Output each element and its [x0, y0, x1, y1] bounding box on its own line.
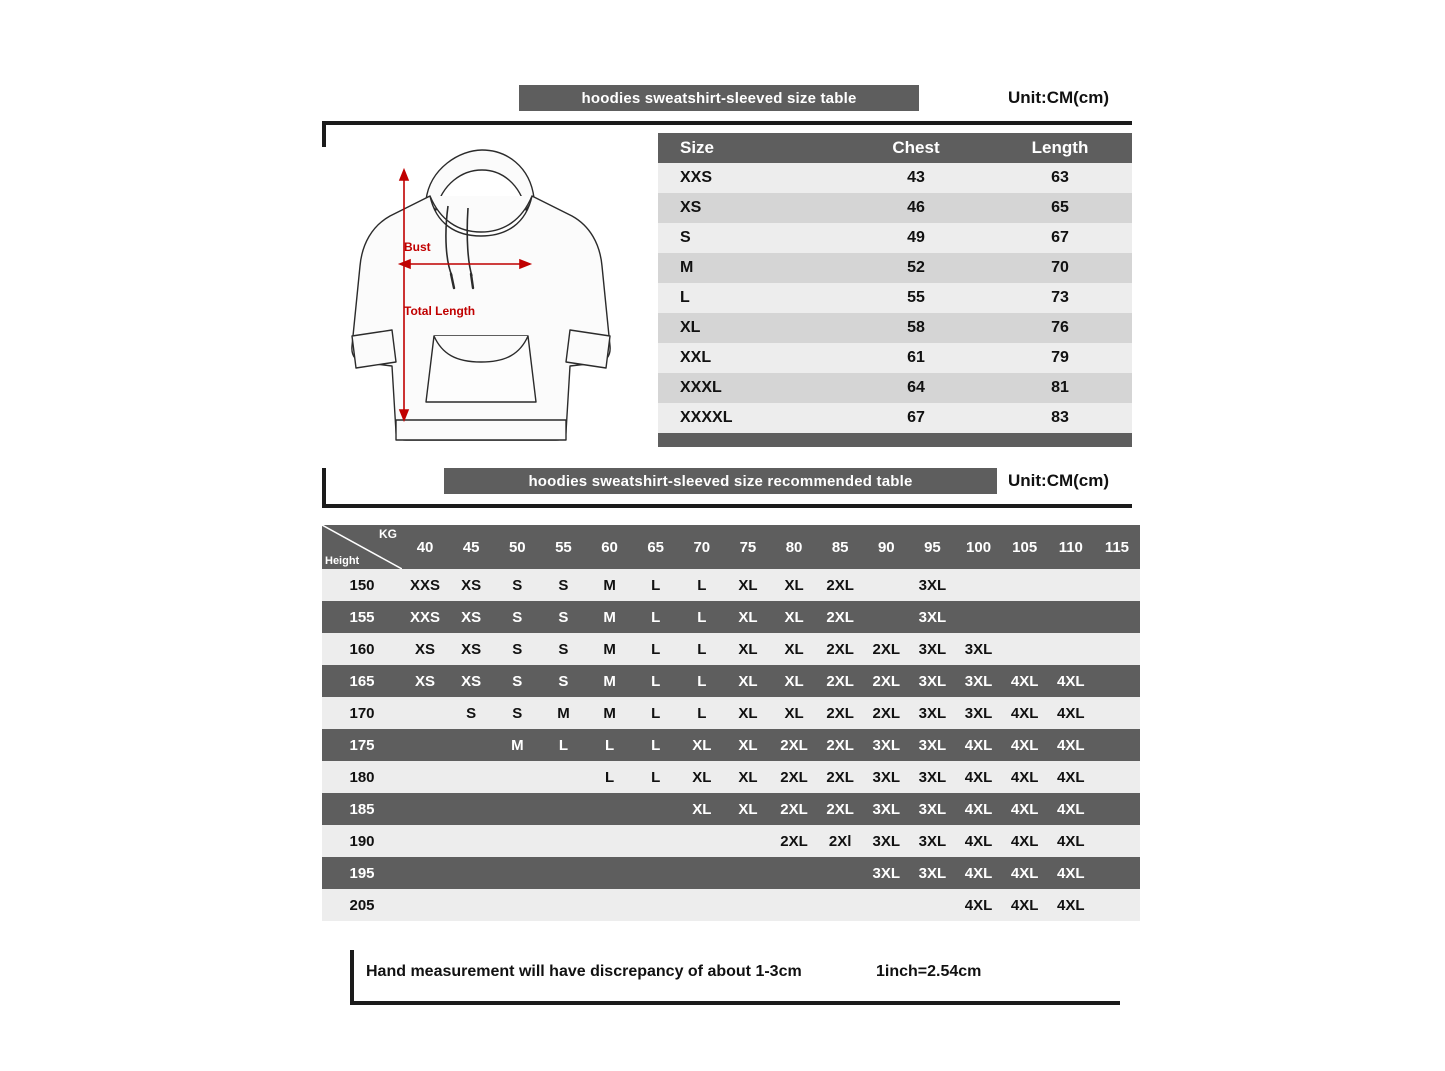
rec-cell: 2Xl	[828, 832, 852, 850]
footer-note: Hand measurement will have discrepancy of about 1-3cm	[366, 963, 802, 980]
rec-cell: XS	[461, 576, 482, 594]
rec-cell	[1094, 825, 1140, 857]
rec-cell: 4XL	[1010, 704, 1039, 722]
table-row	[658, 283, 1132, 313]
cell-length: 70	[1051, 259, 1069, 276]
total-length-label: Total Length	[404, 304, 476, 318]
table-row	[658, 163, 1132, 193]
rec-cell: XL	[738, 576, 758, 594]
cell-chest: 46	[907, 199, 925, 216]
rec-header-weight: 115	[1094, 525, 1140, 569]
rec-cell	[633, 889, 679, 921]
rec-cell: 3XL	[918, 576, 947, 594]
rec-cell	[587, 889, 633, 921]
rec-cell: 2XL	[872, 704, 901, 722]
rec-cell: 3XL	[872, 800, 901, 818]
rec-cell: XL	[692, 768, 712, 786]
rec-cell	[402, 697, 448, 729]
rec-cell	[494, 825, 540, 857]
rec-cell	[956, 569, 1002, 601]
cell-size: L	[680, 289, 690, 306]
table-row	[322, 665, 1140, 697]
table-row	[322, 569, 1140, 601]
cell-length: 81	[1051, 379, 1069, 396]
rec-cell: XL	[784, 640, 804, 658]
rec-cell: XL	[784, 576, 804, 594]
rec-cell: XL	[738, 640, 758, 658]
rec-cell: XS	[415, 672, 436, 690]
rec-cell	[448, 889, 494, 921]
rec-cell: L	[697, 672, 707, 690]
bust-label: Bust	[404, 240, 431, 254]
rec-cell	[1094, 857, 1140, 889]
rec-cell: XL	[738, 800, 758, 818]
rec-cell	[1002, 569, 1048, 601]
rec-cell	[494, 889, 540, 921]
table-row	[322, 793, 1140, 825]
rec-cell: M	[511, 736, 524, 754]
rec-cell: 3XL	[918, 864, 947, 882]
rec-cell: 2XL	[826, 608, 854, 626]
section2-left-rule	[322, 468, 326, 508]
rec-cell: L	[651, 704, 661, 722]
rec-cell: 4XL	[1010, 896, 1039, 914]
rec-header-weight: 110	[1048, 525, 1094, 569]
rec-cell: 2XL	[780, 800, 808, 818]
rec-cell: 2XL	[826, 640, 854, 658]
rec-cell: 4XL	[1010, 864, 1039, 882]
cell-chest: 43	[907, 169, 925, 186]
section2-unit-label: Unit:CM(cm)	[1008, 471, 1110, 490]
rec-header-weight: 80	[771, 525, 817, 569]
cell-length: 79	[1051, 349, 1069, 366]
rec-cell: L	[651, 576, 661, 594]
cell-chest: 61	[907, 349, 925, 366]
cell-size: XXS	[680, 169, 713, 186]
rec-cell: XL	[784, 704, 804, 722]
table-row	[322, 857, 1140, 889]
rec-cell: M	[603, 608, 616, 626]
rec-cell	[1048, 569, 1094, 601]
rec-cell	[1094, 633, 1140, 665]
rec-cell: 4XL	[1057, 832, 1085, 850]
row-height: 180	[349, 768, 375, 786]
rec-cell: XL	[784, 608, 804, 626]
rec-cell	[540, 825, 586, 857]
section2-title: hoodies sweatshirt-sleeved size recommended table	[528, 472, 913, 490]
rec-cell: 3XL	[964, 672, 993, 690]
rec-cell: XL	[784, 672, 804, 690]
row-height: 150	[349, 576, 375, 594]
table-row	[322, 889, 1140, 921]
table-row	[658, 223, 1132, 253]
rec-cell: 2XL	[872, 672, 901, 690]
section1-top-rule	[322, 121, 1132, 125]
table-row	[322, 761, 1140, 793]
size-table-header-size: Size	[658, 133, 844, 163]
rec-cell	[494, 761, 540, 793]
rec-cell	[402, 729, 448, 761]
rec-cell	[633, 857, 679, 889]
rec-cell: S	[512, 704, 523, 722]
rec-cell: XL	[692, 736, 712, 754]
row-height: 155	[349, 608, 375, 626]
rec-cell: M	[557, 704, 570, 722]
rec-cell: 4XL	[964, 736, 993, 754]
rec-cell: 2XL	[826, 704, 854, 722]
rec-cell: 4XL	[1010, 800, 1039, 818]
rec-cell: 2XL	[780, 832, 808, 850]
rec-cell	[540, 889, 586, 921]
rec-cell: 4XL	[1057, 704, 1085, 722]
recommended-size-table	[322, 525, 1140, 921]
rec-cell: 3XL	[872, 832, 901, 850]
rec-cell	[402, 889, 448, 921]
rec-cell	[448, 857, 494, 889]
rec-cell: L	[697, 704, 707, 722]
section2-title-bar	[444, 468, 997, 494]
table-row	[322, 633, 1140, 665]
rec-cell: XL	[738, 736, 758, 754]
cell-chest: 64	[907, 379, 925, 396]
footer-left-rule	[350, 950, 354, 1005]
row-height: 195	[349, 864, 375, 882]
rec-cell: 3XL	[918, 640, 947, 658]
rec-cell	[540, 761, 586, 793]
rec-cell: 3XL	[872, 864, 901, 882]
rec-cell: L	[651, 640, 661, 658]
rec-table-header-row	[322, 525, 1140, 569]
rec-cell: XL	[738, 672, 758, 690]
table-row	[322, 601, 1140, 633]
rec-cell	[1002, 633, 1048, 665]
rec-cell: S	[558, 576, 569, 594]
rec-cell	[679, 825, 725, 857]
rec-header-weight: 55	[540, 525, 586, 569]
rec-cell	[863, 601, 909, 633]
rec-cell: M	[603, 640, 616, 658]
rec-cell: 3XL	[918, 704, 947, 722]
rec-cell	[633, 825, 679, 857]
rec-header-weight: 105	[1002, 525, 1048, 569]
rec-header-weight: 85	[817, 525, 863, 569]
cell-size: XXL	[680, 349, 712, 366]
size-table-header-chest: Chest	[844, 133, 988, 163]
rec-cell: 4XL	[1057, 768, 1085, 786]
rec-cell: XL	[738, 704, 758, 722]
rec-cell	[1094, 761, 1140, 793]
size-table	[658, 133, 1132, 447]
rec-cell: 4XL	[1057, 896, 1085, 914]
rec-cell	[725, 857, 771, 889]
rec-cell: 2XL	[826, 736, 854, 754]
rec-cell	[448, 729, 494, 761]
footer-conversion: 1inch=2.54cm	[876, 963, 982, 980]
rec-cell	[725, 889, 771, 921]
cell-length: 63	[1051, 169, 1069, 186]
rec-cell	[679, 889, 725, 921]
rec-cell: L	[651, 768, 661, 786]
rec-cell: 2XL	[826, 768, 854, 786]
rec-cell: XS	[461, 608, 482, 626]
cell-chest: 52	[907, 259, 925, 276]
rec-cell	[448, 761, 494, 793]
cell-chest: 55	[907, 289, 925, 306]
rec-cell	[633, 793, 679, 825]
rec-cell: XL	[692, 800, 712, 818]
rec-cell: M	[603, 672, 616, 690]
rec-cell: 4XL	[1057, 736, 1085, 754]
rec-cell: 3XL	[918, 736, 947, 754]
rec-cell: S	[466, 704, 477, 722]
rec-cell: 2XL	[826, 672, 854, 690]
cell-length: 67	[1051, 229, 1069, 246]
rec-cell	[1094, 793, 1140, 825]
rec-header-weight: 65	[633, 525, 679, 569]
rec-cell	[1094, 569, 1140, 601]
rec-header-weight: 40	[402, 525, 448, 569]
rec-cell	[1094, 665, 1140, 697]
rec-cell: 4XL	[1010, 768, 1039, 786]
rec-cell	[956, 601, 1002, 633]
rec-cell	[725, 825, 771, 857]
rec-cell	[448, 793, 494, 825]
hoodie-svg	[330, 140, 630, 450]
rec-cell	[494, 793, 540, 825]
rec-header-weight: 60	[587, 525, 633, 569]
rec-header-weight: 100	[956, 525, 1002, 569]
section1-title-bar	[519, 85, 919, 111]
rec-cell: 2XL	[780, 768, 808, 786]
corner-height-label: Height	[325, 555, 360, 567]
table-row	[658, 193, 1132, 223]
rec-cell: 3XL	[872, 736, 901, 754]
rec-header-weight: 70	[679, 525, 725, 569]
table-row	[658, 403, 1132, 433]
rec-cell	[1048, 601, 1094, 633]
rec-cell: 4XL	[964, 768, 993, 786]
rec-cell: 3XL	[918, 800, 947, 818]
table-row	[658, 343, 1132, 373]
rec-cell	[402, 761, 448, 793]
rec-cell: 3XL	[918, 832, 947, 850]
table-row	[658, 253, 1132, 283]
rec-cell	[540, 793, 586, 825]
rec-cell: L	[651, 672, 661, 690]
rec-cell: L	[604, 736, 615, 754]
row-height: 175	[349, 736, 375, 754]
corner-kg-label: KG	[379, 527, 397, 541]
rec-cell: XS	[415, 640, 436, 658]
rec-cell	[1002, 601, 1048, 633]
rec-cell: 3XL	[872, 768, 901, 786]
rec-table-corner-cell	[322, 525, 402, 569]
cell-length: 65	[1051, 199, 1069, 216]
rec-cell: L	[604, 768, 615, 786]
rec-cell	[402, 825, 448, 857]
rec-cell: 4XL	[964, 832, 993, 850]
rec-header-weight: 45	[448, 525, 494, 569]
rec-cell: 4XL	[964, 896, 993, 914]
rec-cell: 4XL	[964, 864, 993, 882]
table-row	[322, 697, 1140, 729]
row-height: 170	[349, 704, 375, 722]
section1-unit-label: Unit:CM(cm)	[1008, 88, 1110, 107]
rec-cell	[402, 857, 448, 889]
rec-cell: S	[558, 640, 569, 658]
rec-cell: L	[558, 736, 569, 754]
cell-length: 73	[1051, 289, 1069, 306]
rec-cell	[1094, 697, 1140, 729]
table-row	[322, 825, 1140, 857]
rec-cell: 2XL	[826, 576, 854, 594]
rec-cell: M	[603, 576, 616, 594]
cell-size: XXXL	[680, 379, 722, 396]
rec-cell: XXS	[410, 608, 441, 626]
rec-header-weight: 95	[909, 525, 955, 569]
hoodie-illustration	[330, 140, 630, 450]
table-row	[322, 729, 1140, 761]
cell-size: XS	[680, 199, 702, 216]
size-table-header-length: Length	[988, 133, 1132, 163]
rec-cell: XS	[461, 672, 482, 690]
footer-bottom-rule	[350, 1001, 1120, 1005]
row-height: 165	[349, 672, 375, 690]
rec-cell	[1094, 729, 1140, 761]
rec-cell: 3XL	[918, 608, 947, 626]
rec-cell	[494, 857, 540, 889]
rec-cell: 4XL	[1057, 800, 1085, 818]
rec-cell: XL	[738, 768, 758, 786]
rec-cell	[817, 889, 863, 921]
rec-cell	[909, 889, 955, 921]
rec-cell	[587, 793, 633, 825]
rec-cell	[402, 793, 448, 825]
rec-cell: L	[651, 608, 661, 626]
rec-cell	[863, 889, 909, 921]
cell-chest: 67	[907, 409, 925, 426]
rec-cell: S	[512, 640, 523, 658]
rec-cell	[771, 889, 817, 921]
rec-cell: 4XL	[1057, 864, 1085, 882]
rec-cell: XL	[738, 608, 758, 626]
cell-size: M	[680, 259, 694, 276]
rec-cell: 4XL	[1010, 832, 1039, 850]
rec-cell: 3XL	[964, 640, 993, 658]
rec-cell: 2XL	[780, 736, 808, 754]
cell-chest: 58	[907, 319, 925, 336]
row-height: 190	[349, 832, 375, 850]
footer-bar-cell	[658, 433, 1132, 447]
rec-cell: 3XL	[918, 768, 947, 786]
rec-cell: 3XL	[964, 704, 993, 722]
rec-cell	[817, 857, 863, 889]
rec-cell: 3XL	[918, 672, 947, 690]
rec-cell	[679, 857, 725, 889]
table-row	[658, 373, 1132, 403]
rec-header-weight: 75	[725, 525, 771, 569]
rec-cell	[587, 825, 633, 857]
row-height: 205	[349, 896, 375, 914]
rec-cell: M	[603, 704, 616, 722]
cell-size: XXXXL	[680, 409, 733, 426]
rec-cell: S	[558, 608, 569, 626]
rec-cell	[587, 857, 633, 889]
rec-header-weight: 50	[494, 525, 540, 569]
rec-cell	[1048, 633, 1094, 665]
rec-cell: S	[512, 576, 523, 594]
rec-header-weight: 90	[863, 525, 909, 569]
rec-cell: 2XL	[826, 800, 854, 818]
rec-cell	[1094, 889, 1140, 921]
size-table-header-row	[658, 133, 1132, 163]
rec-cell: 4XL	[1057, 672, 1085, 690]
rec-cell: 2XL	[872, 640, 901, 658]
rec-cell: S	[512, 608, 523, 626]
section2-top-rule	[322, 504, 1132, 508]
rec-cell: 4XL	[1010, 672, 1039, 690]
rec-cell	[1094, 601, 1140, 633]
rec-cell	[540, 857, 586, 889]
rec-cell: XS	[461, 640, 482, 658]
table-row	[658, 313, 1132, 343]
size-table-footer-bar	[658, 433, 1132, 447]
rec-cell	[448, 825, 494, 857]
cell-size: XL	[680, 319, 701, 336]
rec-cell: 4XL	[964, 800, 993, 818]
cell-chest: 49	[907, 229, 925, 246]
rec-cell	[771, 857, 817, 889]
rec-cell: S	[558, 672, 569, 690]
rec-cell: L	[651, 736, 661, 754]
cell-length: 76	[1051, 319, 1069, 336]
rec-cell: L	[697, 640, 707, 658]
row-height: 160	[349, 640, 375, 658]
rec-cell: 4XL	[1010, 736, 1039, 754]
rec-cell: S	[512, 672, 523, 690]
rec-cell	[863, 569, 909, 601]
section1-title: hoodies sweatshirt-sleeved size table	[581, 89, 857, 107]
cell-length: 83	[1051, 409, 1069, 426]
rec-cell: XXS	[410, 576, 441, 594]
row-height: 185	[349, 800, 375, 818]
section1-left-rule	[322, 121, 326, 147]
rec-cell: L	[697, 608, 707, 626]
cell-size: S	[680, 229, 691, 246]
rec-cell: L	[697, 576, 707, 594]
